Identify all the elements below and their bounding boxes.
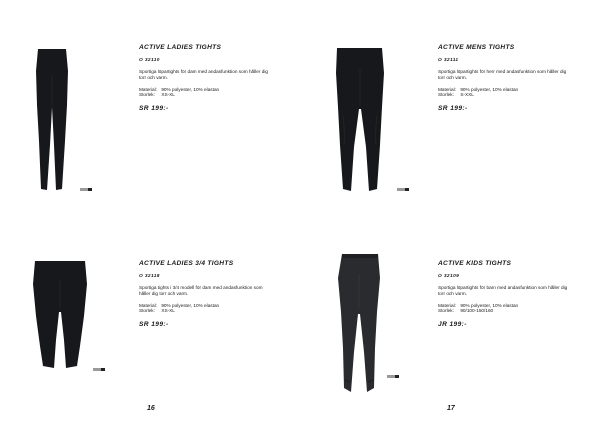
material-line: Material: 90% polyester, 10% elastan: [438, 86, 519, 92]
article-number: O 32111: [438, 58, 459, 63]
product-description: Sportiga löpartights för barn med andasfunktion som håller dig torr och varm.: [438, 285, 568, 296]
product-price: JR 199:-: [438, 320, 467, 328]
kids-tights-image: [334, 250, 384, 398]
product-title: ACTIVE LADIES 3/4 TIGHTS: [139, 260, 234, 267]
article-number: O 32110: [139, 58, 160, 63]
size-line: Storlek: S-XXL: [438, 92, 474, 98]
color-swatch-icon: [387, 375, 399, 378]
mens-tights-image: [331, 45, 389, 193]
material-line: Material: 90% polyester, 10% elastan: [139, 302, 220, 308]
product-title: ACTIVE LADIES TIGHTS: [139, 44, 222, 51]
product-description: Sportiga löpartights för dam med andasfunktion som håller dig torr och varm.: [139, 69, 268, 80]
product-price: SR 199:-: [139, 320, 169, 328]
size-line: Storlek: XS-XL: [139, 92, 175, 98]
color-swatch-icon: [80, 188, 92, 191]
size-line: Storlek: XS-XL: [139, 308, 175, 314]
article-number: O 32118: [139, 274, 160, 279]
color-swatch-icon: [397, 188, 409, 191]
product-description: Sportiga löpartights för herr med andasfunktion som håller dig torr och varm.: [438, 69, 567, 80]
product-price: SR 199:-: [139, 104, 169, 112]
product-title: ACTIVE KIDS TIGHTS: [438, 260, 512, 267]
size-line: Storlek: 90/100-150/160: [438, 308, 494, 314]
material-line: Material: 90% polyester, 10% elastan: [139, 86, 220, 92]
page-number-right: 17: [447, 405, 455, 412]
ladies-tights-image: [30, 45, 75, 193]
color-swatch-icon: [93, 368, 105, 371]
ladies-3-4-tights-image: [30, 258, 90, 370]
product-price: SR 199:-: [438, 104, 468, 112]
product-info: [139, 44, 289, 113]
product-description: Sportiga tights i 3/4 modell för dam med andasfunktion som håller dig torr och varm.: [139, 285, 263, 296]
product-info: [139, 260, 289, 329]
product-info: [438, 44, 588, 113]
page-number-left: 16: [147, 405, 155, 412]
material-line: Material: 90% polyester, 10% elastan: [438, 302, 519, 308]
product-info: [438, 260, 588, 329]
product-title: ACTIVE MENS TIGHTS: [438, 44, 515, 51]
article-number: O 32109: [438, 274, 460, 279]
